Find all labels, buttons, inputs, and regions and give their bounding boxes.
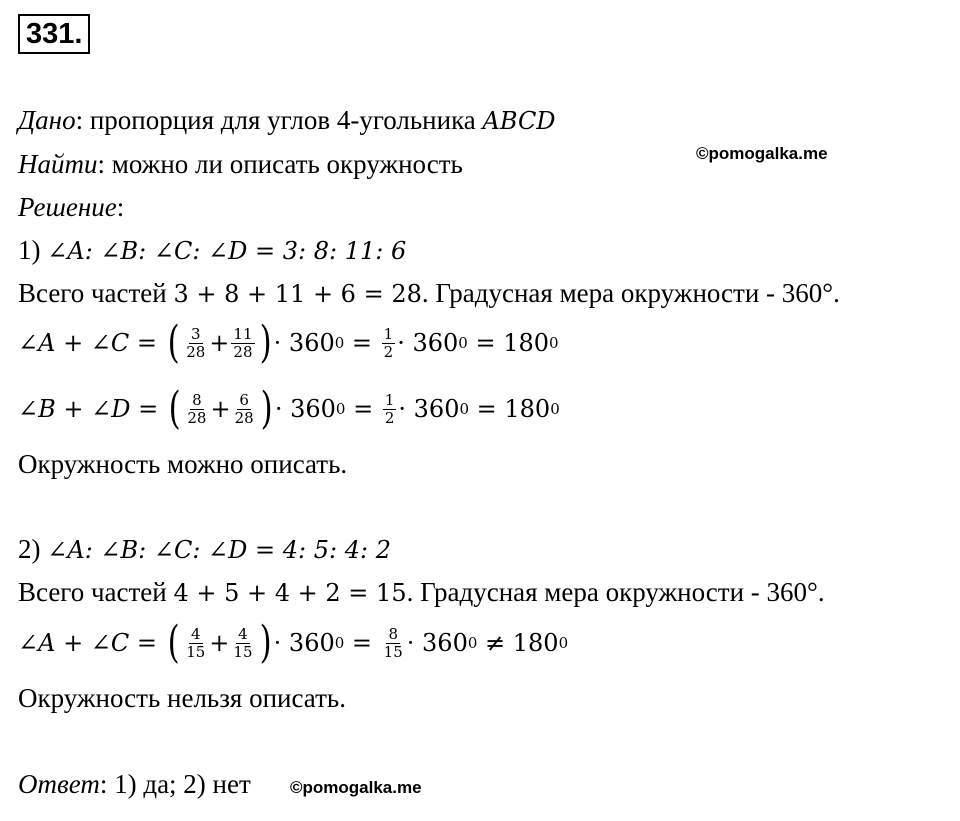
exponent: 0 (335, 400, 346, 418)
fraction (184, 626, 207, 661)
fraction (382, 326, 396, 361)
eq-mid: · 360 (273, 329, 335, 357)
exponent: 0 (334, 634, 345, 652)
exponent: 0 (467, 634, 478, 652)
fraction-denominator: 28 (186, 342, 206, 361)
paren-open: ( (168, 383, 181, 434)
fraction-denominator: 15 (233, 642, 253, 661)
fraction-denominator: 28 (233, 342, 253, 361)
part1-sum-math: 3 + 8 + 11 + 6 = 28 (173, 280, 422, 308)
answer-label: Ответ (18, 769, 100, 799)
part1-equation-2 (18, 384, 560, 434)
part2-ratio-line (18, 533, 391, 566)
eq-equals: = (344, 629, 380, 657)
eq-equals: = (344, 329, 380, 357)
fraction-numerator: 4 (190, 624, 201, 643)
answer-line (18, 768, 251, 800)
fraction-numerator: 1 (384, 390, 395, 409)
given-figure: ABCD (482, 107, 556, 135)
eq-mid: · 360 (274, 395, 336, 423)
eq-lhs: ∠B + ∠D = (18, 395, 159, 423)
fraction (185, 392, 208, 427)
fraction-numerator: 8 (192, 390, 202, 409)
fraction-numerator: 1 (383, 324, 394, 343)
eq-result: = 180 (469, 395, 551, 423)
eq-result: = 180 (467, 329, 550, 357)
fraction (184, 326, 207, 361)
exponent: 0 (458, 334, 468, 352)
watermark-bottom: ©pomogalka.me (290, 778, 422, 797)
plus-sign: + (210, 395, 231, 423)
paren-close: ) (259, 617, 272, 668)
solution-label: Решение (18, 192, 117, 222)
eq-mid2: · 360 (397, 329, 459, 357)
exponent: 0 (558, 634, 569, 652)
given-line (18, 104, 556, 137)
given-label: Дано (18, 105, 76, 135)
paren-close: ) (259, 317, 272, 368)
part1-prefix: 1) (18, 235, 48, 265)
fraction-numerator: 3 (190, 324, 201, 343)
problem-number: 331. (18, 14, 90, 54)
eq-equals: = (345, 395, 381, 423)
find-text: : можно ли описать окружность (97, 149, 463, 179)
fraction-denominator: 28 (234, 408, 254, 427)
plus-sign: + (209, 329, 230, 357)
part2-sum-math: 4 + 5 + 4 + 2 = 15 (173, 579, 407, 607)
eq-mid2: · 360 (406, 629, 468, 657)
plus-sign: + (209, 629, 230, 657)
solution-line (18, 191, 124, 223)
part2-equation-1 (18, 618, 568, 668)
fraction-numerator: 11 (233, 324, 253, 343)
answer-text: : 1) да; 2) нет (99, 769, 251, 799)
part2-conclusion: Окружность нельзя описать. (18, 683, 346, 713)
eq-lhs: ∠A + ∠C = (18, 329, 158, 357)
eq-result: ≠ 180 (477, 629, 559, 657)
fraction-denominator: 2 (383, 342, 394, 361)
given-text: : пропорция для углов 4-угольника (75, 105, 483, 135)
paren-open: ( (167, 617, 180, 668)
part2-sum-line (18, 576, 825, 609)
eq-mid: · 360 (273, 629, 335, 657)
fraction (231, 626, 254, 661)
watermark-top: ©pomogalka.me (696, 144, 828, 163)
part2-sum-text: Всего частей (18, 577, 174, 607)
part1-ratio: ∠A: ∠B: ∠C: ∠D = 3: 8: 11: 6 (47, 237, 407, 265)
exponent: 0 (550, 400, 560, 418)
exponent: 0 (334, 334, 345, 352)
solution-colon: : (116, 192, 125, 222)
part2-prefix: 2) (18, 534, 48, 564)
part1-sum-text: Всего частей (18, 278, 174, 308)
paren-open: ( (167, 317, 180, 368)
part1-conclusion: Окружность можно описать. (18, 449, 348, 479)
part1-sum-line (18, 277, 840, 310)
part1-ratio-line (18, 234, 406, 267)
fraction-denominator: 2 (384, 408, 395, 427)
part1-equation-1 (18, 318, 559, 368)
fraction-denominator: 15 (186, 642, 206, 661)
fraction-denominator: 15 (383, 642, 403, 661)
fraction-numerator: 6 (239, 390, 249, 409)
fraction-numerator: 8 (388, 624, 398, 643)
find-line (18, 148, 463, 180)
eq-mid2: · 360 (398, 395, 460, 423)
eq-lhs: ∠A + ∠C = (18, 629, 158, 657)
exponent: 0 (459, 400, 470, 418)
find-label: Найти (18, 149, 98, 179)
fraction (382, 626, 405, 661)
fraction-numerator: 4 (238, 624, 248, 643)
part2-measure-text: . Градусная мера окружности - 360°. (406, 577, 825, 607)
paren-close: ) (260, 383, 273, 434)
fraction (383, 392, 397, 427)
part1-measure-text: . Градусная мера окружности - 360°. (421, 278, 840, 308)
part2-ratio: ∠A: ∠B: ∠C: ∠D = 4: 5: 4: 2 (47, 536, 391, 564)
fraction (231, 326, 254, 361)
fraction-denominator: 28 (187, 408, 207, 427)
fraction (233, 392, 256, 427)
exponent: 0 (549, 334, 559, 352)
